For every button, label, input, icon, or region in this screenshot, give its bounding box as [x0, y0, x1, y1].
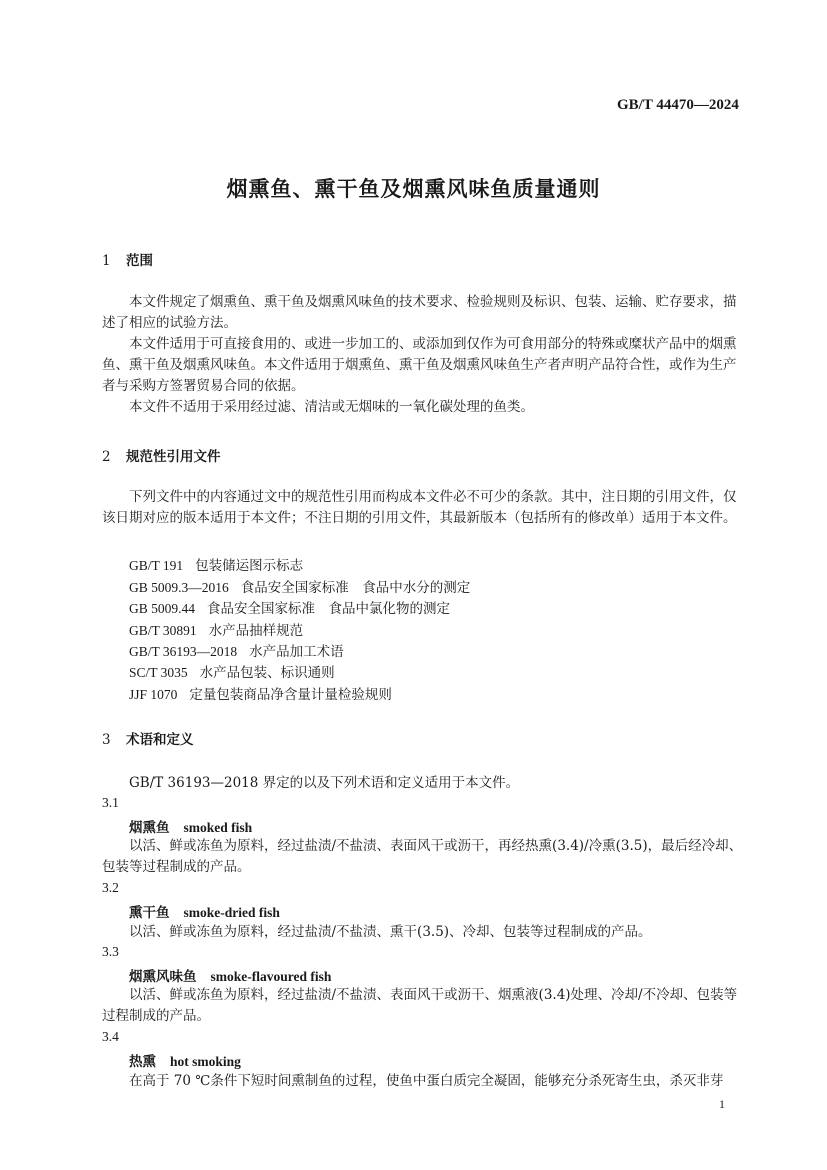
reference-code: GB 5009.3—2016	[129, 580, 229, 595]
term-definition: 以活、鲜或冻鱼为原料，经过盐渍/不盐渍、表面风干或沥干、烟熏液(3.4)处理、冷却/不冷却、包装等过程制成的产品。	[102, 987, 738, 1024]
section-title: 规范性引用文件	[126, 449, 221, 465]
term-number: 3.4	[102, 1029, 119, 1044]
term-zh: 烟熏鱼	[129, 820, 170, 836]
reference-item	[129, 576, 470, 596]
reference-item	[129, 661, 335, 681]
normative-references-intro: 下列文件中的内容通过文中的规范性引用而构成本文件必不可少的条款。其中，注日期的引用文件，仅该日期对应的版本适用于本文件；不注日期的引用文件，其最新版本（包括所有的修改单）适用于本文件。	[102, 489, 737, 526]
reference-item	[129, 554, 303, 574]
term-number: 3.1	[102, 795, 119, 810]
scope-paragraph-1: 本文件规定了烟熏鱼、熏干鱼及烟熏风味鱼的技术要求、检验规则及标识、包装、运输、贮存要求，描述了相应的试验方法。	[102, 294, 737, 331]
section-number: 1	[102, 253, 111, 269]
term-definition: 以活、鲜或冻鱼为原料，经过盐渍/不盐渍、表面风干或沥干，再经热熏(3.4)/冷熏(3.5)，最后经冷却、包装等过程制成的产品。	[102, 838, 743, 875]
standard-number: GB/T 44470—2024	[617, 97, 739, 113]
term-zh: 熏干鱼	[129, 905, 170, 921]
reference-title: 食品安全国家标准 食品中氯化物的测定	[207, 601, 451, 617]
reference-title: 定量包装商品净含量计量检验规则	[189, 687, 392, 703]
term-zh: 烟熏风味鱼	[129, 969, 197, 985]
term-definition: 以活、鲜或冻鱼为原料，经过盐渍/不盐渍、熏干(3.5)、冷却、包装等过程制成的产品。	[129, 924, 652, 940]
term-heading	[129, 816, 252, 836]
term-heading	[129, 965, 331, 985]
terms-intro: GB/T 36193—2018 界定的以及下列术语和定义适用于本文件。	[129, 775, 520, 791]
section-title: 范围	[126, 253, 153, 269]
reference-item	[129, 640, 344, 660]
term-en: hot smoking	[170, 1054, 241, 1069]
reference-code: SC/T 3035	[129, 665, 188, 680]
term-number: 3.3	[102, 944, 119, 959]
section-3-heading	[102, 728, 194, 748]
reference-code: GB/T 36193—2018	[129, 644, 238, 659]
section-number: 2	[102, 449, 111, 465]
reference-title: 包装储运图示标志	[195, 558, 304, 574]
reference-code: GB/T 191	[129, 558, 184, 573]
document-title: 烟熏鱼、熏干鱼及烟熏风味鱼质量通则	[226, 176, 601, 201]
reference-code: JJF 1070	[129, 687, 178, 702]
reference-item	[129, 597, 450, 617]
reference-code: GB/T 30891	[129, 623, 197, 638]
term-heading	[129, 901, 280, 921]
term-definition: 在高于 70 ℃条件下短时间熏制鱼的过程，使鱼中蛋白质完全凝固，能够充分杀死寄生虫，杀灭非芽	[129, 1073, 724, 1089]
reference-item	[129, 619, 303, 639]
term-zh: 热熏	[129, 1054, 156, 1070]
section-2-heading	[102, 445, 221, 465]
page-number: 1	[719, 1097, 725, 1111]
section-1-heading	[102, 249, 153, 269]
section-number: 3	[102, 732, 111, 748]
scope-paragraph-2: 本文件适用于可直接食用的、或进一步加工的、或添加到仅作为可食用部分的特殊或糜状产品中的烟熏鱼、熏干鱼及烟熏风味鱼。本文件适用于烟熏鱼、熏干鱼及烟熏风味鱼生产者声明产品符合性，或作为生产者与采购方签署贸易合同的依据。	[102, 336, 737, 394]
section-title: 术语和定义	[126, 732, 194, 748]
reference-code: GB 5009.44	[129, 601, 196, 616]
term-number: 3.2	[102, 880, 119, 895]
term-en: smoke-flavoured fish	[210, 969, 332, 984]
term-en: smoked fish	[183, 820, 253, 835]
reference-title: 水产品包装、标识通则	[199, 665, 335, 681]
term-heading	[129, 1050, 241, 1070]
reference-title: 水产品抽样规范	[208, 623, 304, 639]
reference-title: 水产品加工术语	[249, 644, 344, 660]
term-en: smoke-dried fish	[183, 905, 280, 920]
reference-item	[129, 683, 392, 703]
scope-paragraph-3: 本文件不适用于采用经过滤、清洁或无烟味的一氧化碳处理的鱼类。	[129, 399, 534, 415]
reference-title: 食品安全国家标准 食品中水分的测定	[240, 580, 471, 596]
